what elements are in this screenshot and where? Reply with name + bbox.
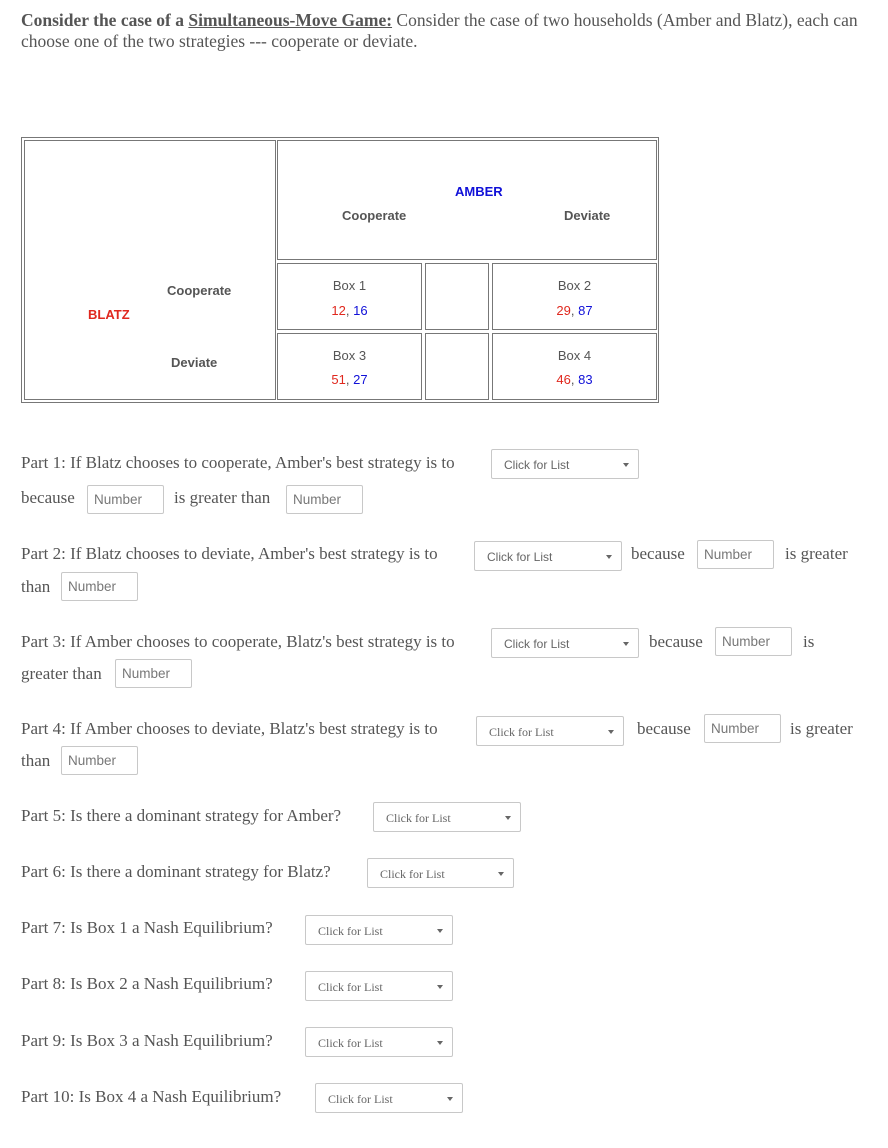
part-3-text: If Amber chooses to cooperate, Blatz's best strategy is to [70,632,455,651]
col-strategy-cooperate: Cooperate [342,208,407,223]
part-1-question [21,453,455,473]
part-9-select[interactable] [305,1027,453,1057]
part-2-number-1[interactable] [697,540,774,569]
part-5-select[interactable] [373,802,521,832]
col-player-label: AMBER [455,184,503,199]
box-2-name: Box 2 [557,278,592,293]
part-6-text: Is there a dominant strategy for Blatz? [70,862,331,881]
chevron-down-icon [498,872,504,876]
box-2-blatz-payoff: 29 [556,303,571,318]
part-5-question [21,806,341,826]
part-4-because: because [637,719,691,738]
part-9-question [21,1031,273,1051]
part-5-label: Part 5: [21,806,66,825]
part-3-question [21,632,455,652]
box-1-payoff: 12, 16 [331,303,368,318]
select-placeholder: Click for List [318,980,383,994]
box-3 [277,333,422,400]
number-placeholder: Number [293,492,342,507]
part-3-greater-than: greater than [21,664,102,683]
col-player-header [277,140,657,260]
chevron-down-icon [437,1041,443,1045]
part-3-label: Part 3: [21,632,66,651]
part-3-number-1[interactable] [715,627,792,656]
part-3-is: is [803,632,815,651]
part-6-select[interactable] [367,858,514,888]
box-3-amber-payoff: 27 [353,372,368,387]
select-placeholder: Click for List [504,458,570,472]
box-3-name: Box 3 [332,348,367,363]
box-2-amber-payoff: 87 [578,303,593,318]
number-placeholder: Number [711,721,760,736]
part-3-number-2[interactable] [115,659,192,688]
part-7-label: Part 7: [21,918,66,937]
box-4-amber-payoff: 83 [578,372,593,387]
part-1-because: because [21,488,75,507]
part-1-strategy-select[interactable] [491,449,639,479]
part-2-strategy-select[interactable] [474,541,622,571]
select-placeholder: Click for List [380,867,445,881]
box-4 [492,333,657,400]
spacer-cell [425,333,489,400]
number-placeholder: Number [722,634,771,649]
part-2-question [21,544,438,564]
part-8-text: Is Box 2 a Nash Equilibrium? [70,974,273,993]
select-placeholder: Click for List [386,811,451,825]
chevron-down-icon [606,555,612,559]
row-player-label: BLATZ [88,307,130,322]
spacer-cell [425,263,489,330]
part-1-text: If Blatz chooses to cooperate, Amber's best strategy is to [70,453,455,472]
chevron-down-icon [623,463,629,467]
payoff-table [21,137,659,403]
box-3-blatz-payoff: 51 [331,372,346,387]
box-1-name: Box 1 [332,278,367,293]
select-placeholder: Click for List [487,550,553,564]
box-4-payoff: 46, 83 [556,372,593,387]
part-1-number-1[interactable] [87,485,164,514]
box-1-blatz-payoff: 12 [331,303,346,318]
game-title-link: Simultaneous-Move Game: [188,10,393,30]
part-4-text: If Amber chooses to deviate, Blatz's best strategy is to [70,719,438,738]
chevron-down-icon [447,1097,453,1101]
part-4-than: than [21,751,51,770]
col-strategy-deviate: Deviate [564,208,611,223]
chevron-down-icon [608,730,614,734]
part-2-is-greater: is greater [785,544,848,563]
box-1 [277,263,422,330]
intro-paragraph [21,10,871,52]
box-4-blatz-payoff: 46 [556,372,571,387]
part-5-text: Is there a dominant strategy for Amber? [70,806,342,825]
part-9-text: Is Box 3 a Nash Equilibrium? [70,1031,273,1050]
part-2-than: than [21,577,51,596]
part-3-because: because [649,632,703,651]
select-placeholder: Click for List [504,637,570,651]
part-2-label: Part 2: [21,544,66,563]
part-8-select[interactable] [305,971,453,1001]
chevron-down-icon [505,816,511,820]
part-10-text: Is Box 4 a Nash Equilibrium? [78,1087,282,1106]
box-3-payoff: 51, 27 [331,372,368,387]
row-strategy-deviate: Deviate [171,355,218,370]
part-10-label: Part 10: [21,1087,75,1106]
box-4-name: Box 4 [557,348,592,363]
number-placeholder: Number [704,547,753,562]
part-2-because: because [631,544,685,563]
part-3-strategy-select[interactable] [491,628,639,658]
row-player-cell [24,140,276,400]
number-placeholder: Number [122,666,171,681]
part-10-select[interactable] [315,1083,463,1113]
part-7-question [21,918,273,938]
intro-text: Consider the case of two households (Amber and Blatz), each can choose one of the two strategies --- cooperate or deviate. [21,10,858,51]
part-4-label: Part 4: [21,719,66,738]
part-4-strategy-select[interactable] [476,716,624,746]
intro-lead: Consider the case of a [21,10,184,30]
part-8-question [21,974,273,994]
number-placeholder: Number [94,492,143,507]
chevron-down-icon [437,929,443,933]
part-7-select[interactable] [305,915,453,945]
part-4-is-greater: is greater [790,719,853,738]
chevron-down-icon [623,642,629,646]
part-7-text: Is Box 1 a Nash Equilibrium? [70,918,273,937]
chevron-down-icon [437,985,443,989]
number-placeholder: Number [68,753,117,768]
part-4-number-1[interactable] [704,714,781,743]
part-2-number-2[interactable] [61,572,138,601]
number-placeholder: Number [68,579,117,594]
part-4-question [21,719,438,739]
part-6-label: Part 6: [21,862,66,881]
part-8-label: Part 8: [21,974,66,993]
part-4-number-2[interactable] [61,746,138,775]
row-strategy-cooperate: Cooperate [167,283,232,298]
select-placeholder: Click for List [318,1036,383,1050]
select-placeholder: Click for List [328,1092,393,1106]
select-placeholder: Click for List [318,924,383,938]
select-placeholder: Click for List [489,725,554,739]
part-9-label: Part 9: [21,1031,66,1050]
part-1-label: Part 1: [21,453,66,472]
box-2-payoff: 29, 87 [556,303,593,318]
part-1-number-2[interactable] [286,485,363,514]
part-6-question [21,862,331,882]
box-1-amber-payoff: 16 [353,303,368,318]
part-1-greater-than: is greater than [174,488,271,507]
part-2-text: If Blatz chooses to deviate, Amber's best strategy is to [70,544,438,563]
box-2 [492,263,657,330]
part-10-question [21,1087,281,1107]
